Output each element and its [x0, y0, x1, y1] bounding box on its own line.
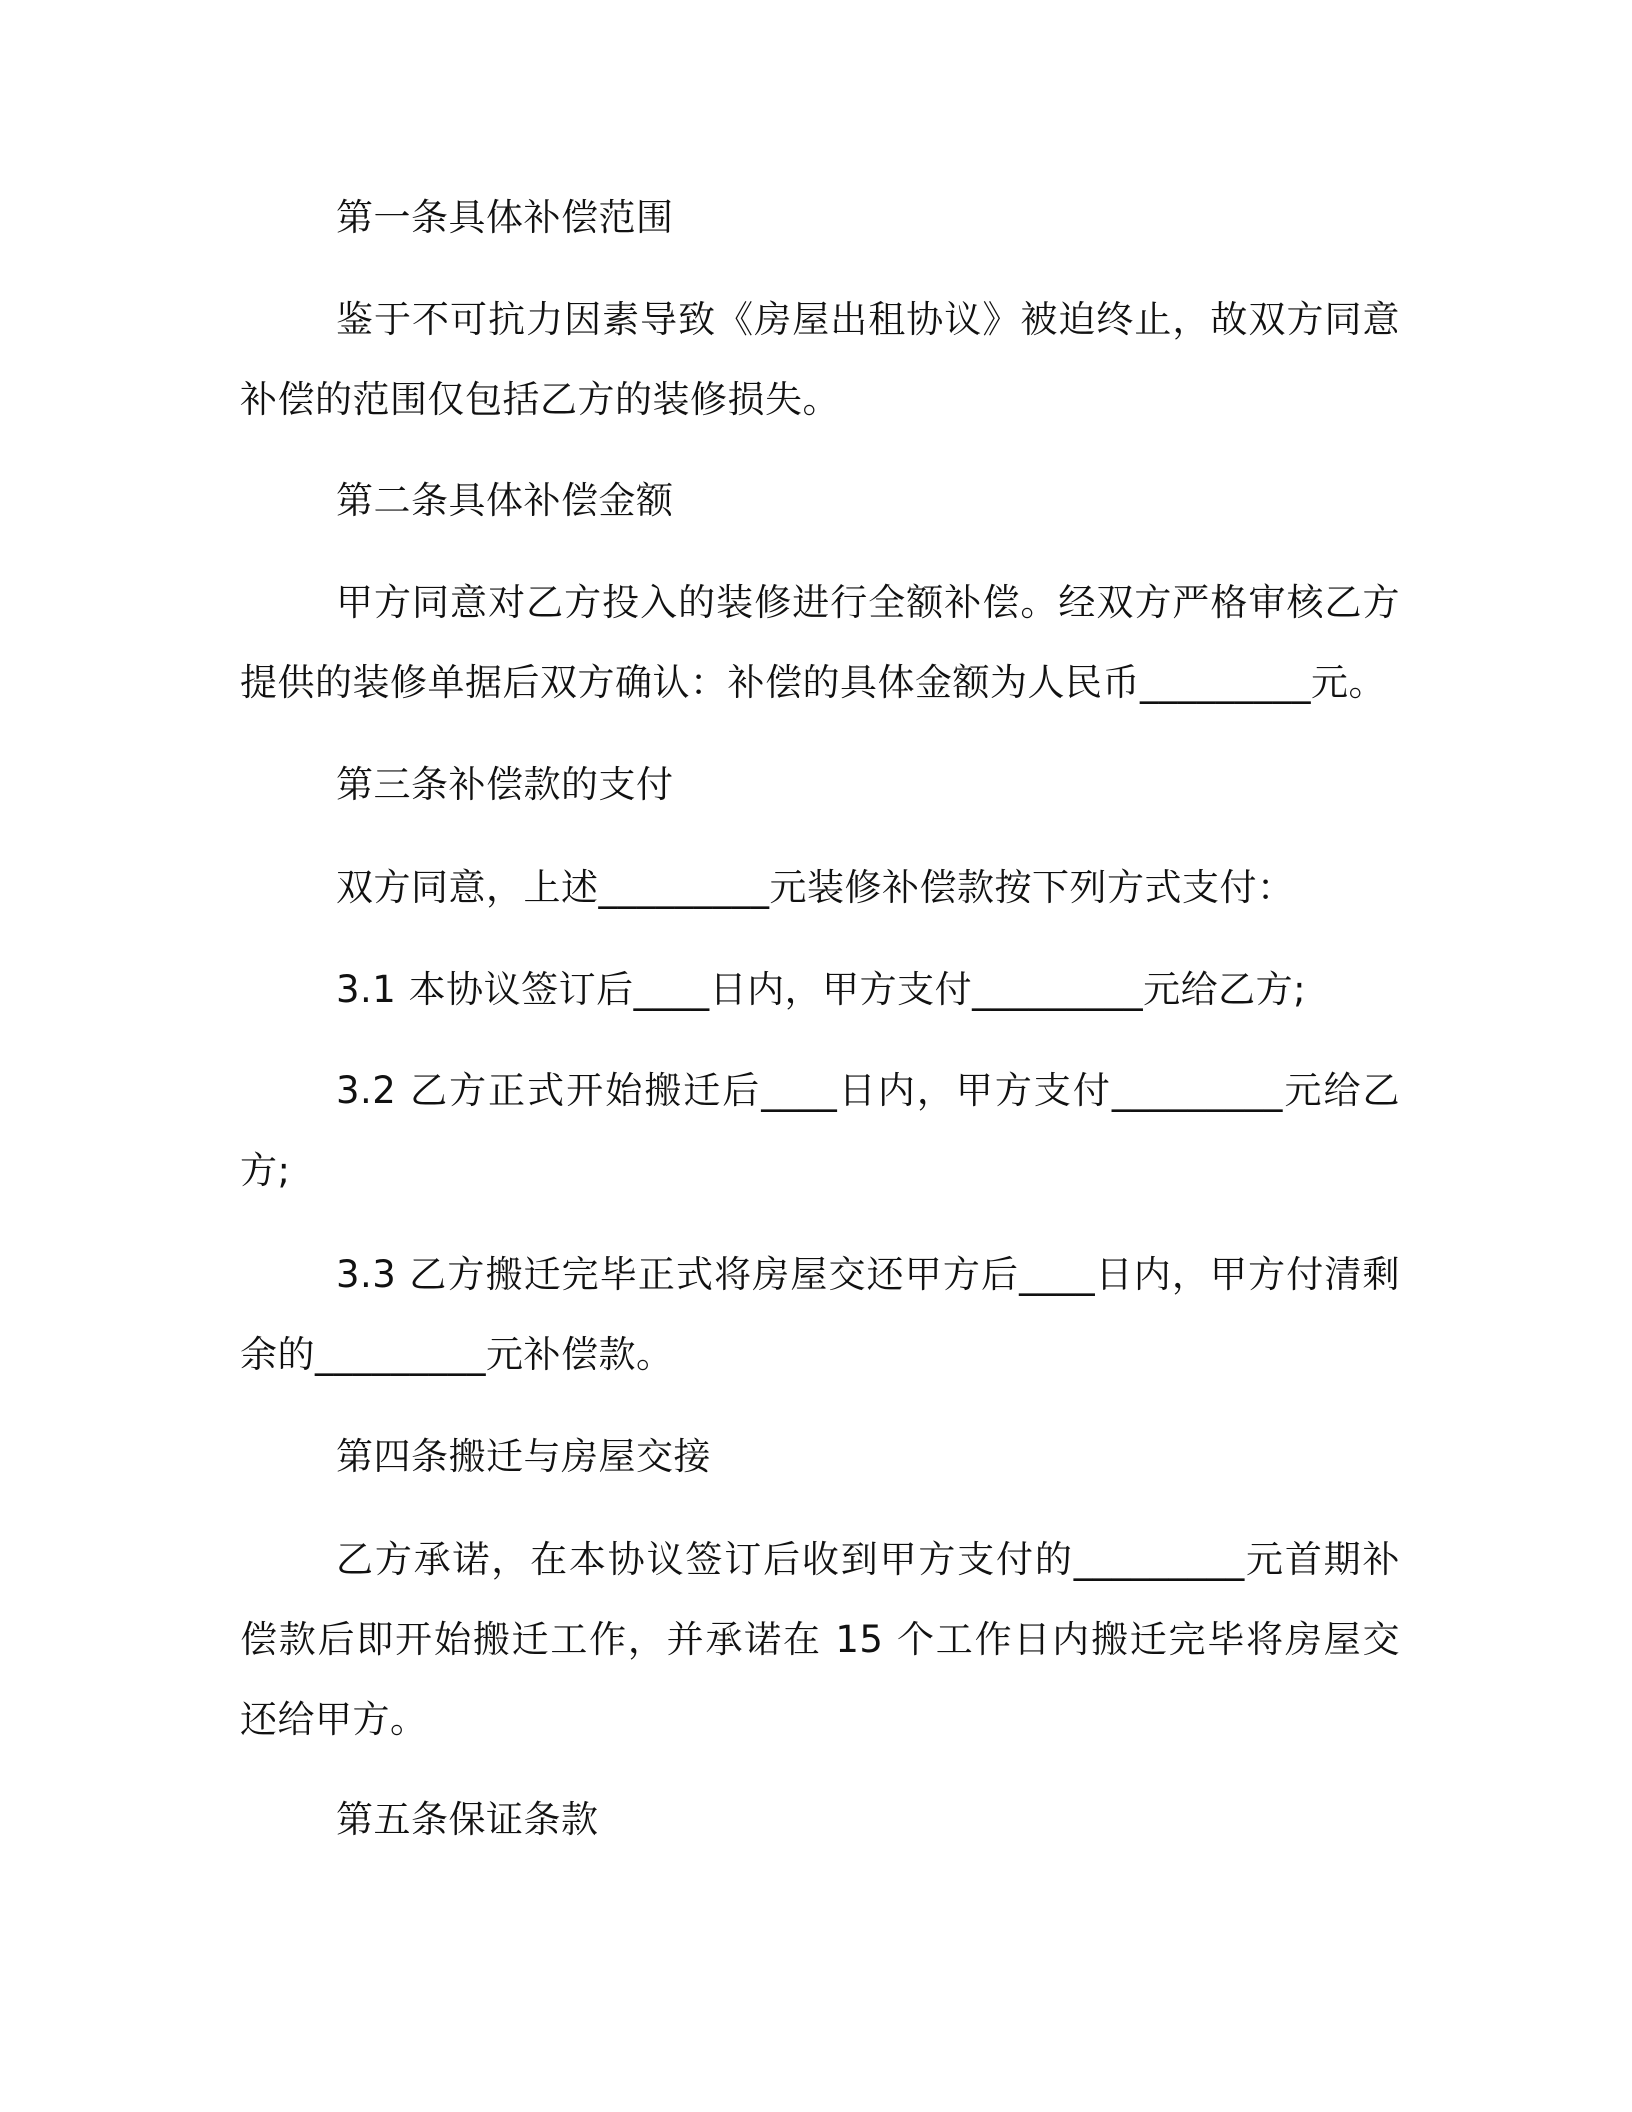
article-2-heading: 第二条具体补偿金额 [336, 479, 674, 522]
article-5-heading: 第五条保证条款 [336, 1798, 599, 1841]
article-2-paragraph: 甲方同意对乙方投入的装修进行全额补偿。经双方严格审核乙方提供的装修单据后双方确认：补偿的具体金额为人民币_________元。 [240, 581, 1400, 704]
article-1-paragraph: 鉴于不可抗力因素导致《房屋出租协议》被迫终止，故双方同意补偿的范围仅包括乙方的装修损失。 [240, 298, 1400, 421]
article-3-heading: 第三条补偿款的支付 [336, 763, 674, 806]
article-3-intro: 双方同意，上述_________元装修补偿款按下列方式支付： [336, 866, 1295, 909]
article-1-heading: 第一条具体补偿范围 [336, 196, 674, 239]
article-3-item-2: 3.2 乙方正式开始搬迁后____日内，甲方支付_________元给乙方; [240, 1069, 1400, 1192]
article-3-item-1: 3.1 本协议签订后____日内，甲方支付_________元给乙方; [336, 968, 1307, 1011]
article-4-heading: 第四条搬迁与房屋交接 [336, 1435, 711, 1478]
article-3-item-3: 3.3 乙方搬迁完毕正式将房屋交还甲方后____日内，甲方付清剩余的_________元补偿款。 [240, 1253, 1400, 1376]
article-4-paragraph: 乙方承诺，在本协议签订后收到甲方支付的_________元首期补偿款后即开始搬迁工作，并承诺在 15 个工作日内搬迁完毕将房屋交还给甲方。 [240, 1538, 1400, 1741]
